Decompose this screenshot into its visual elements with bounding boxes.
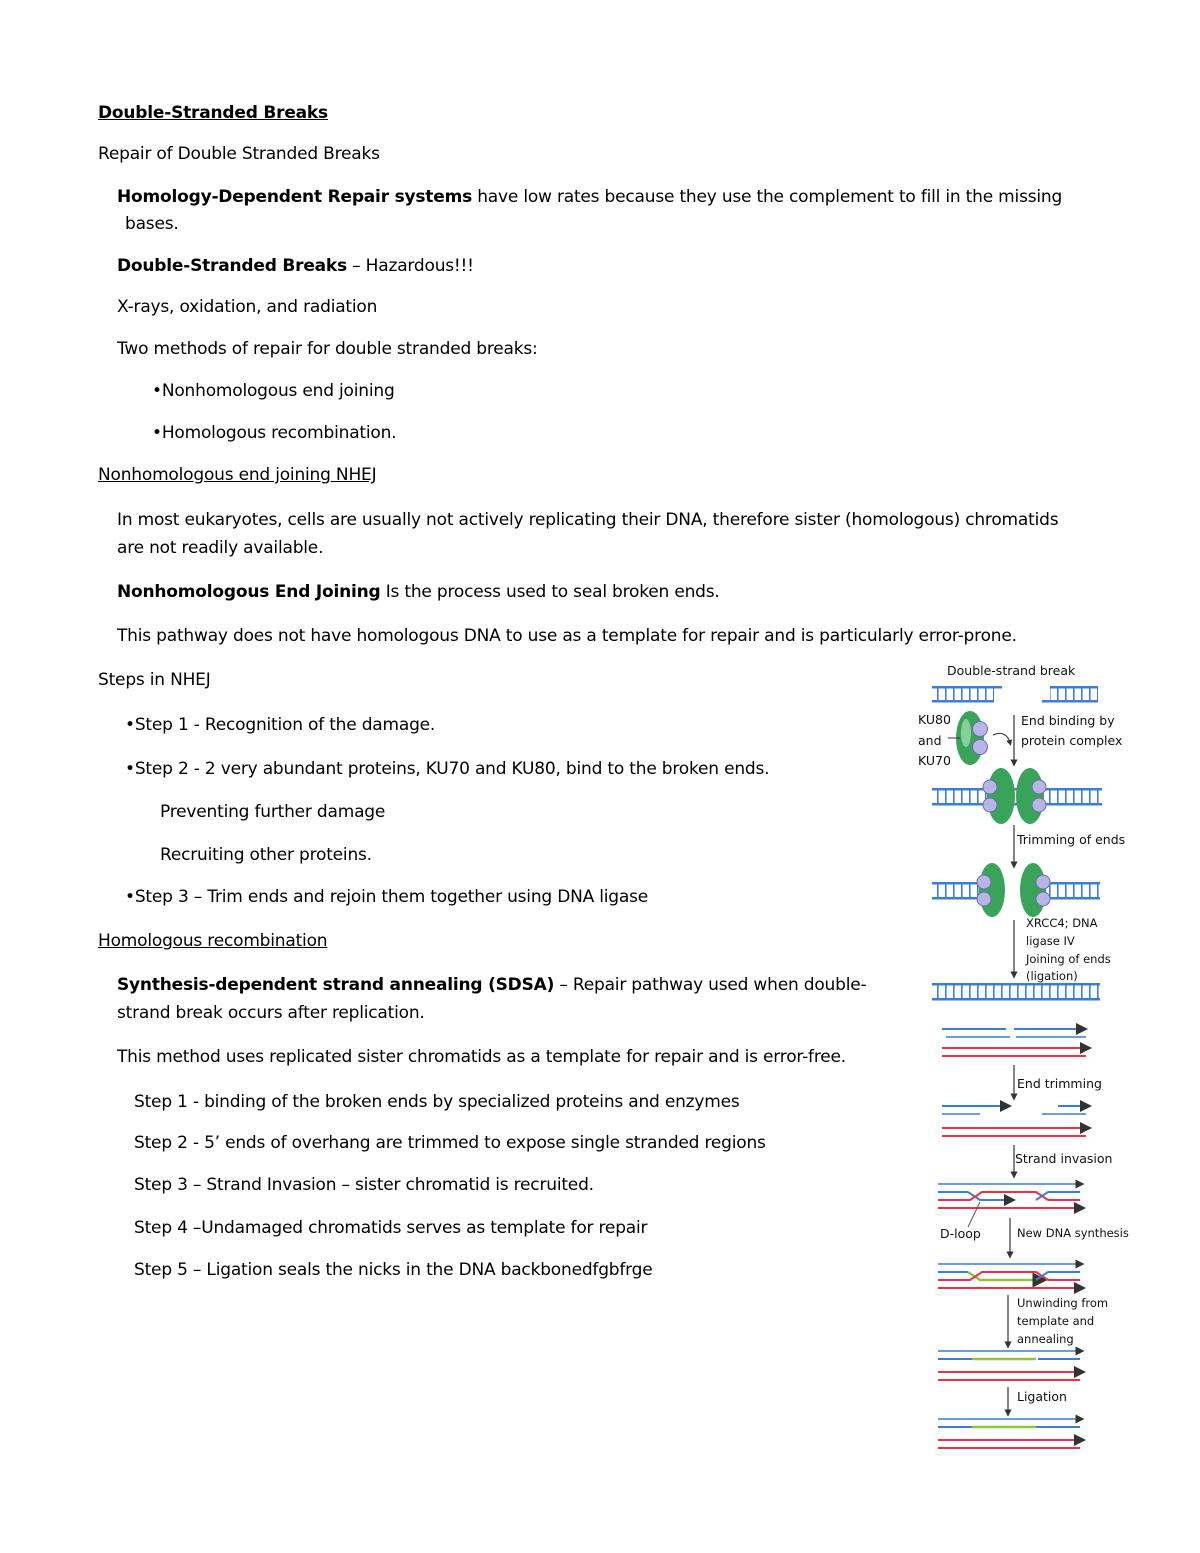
fig-label-ku70: KU70 xyxy=(918,753,951,768)
nhej-term: Nonhomologous End Joining xyxy=(117,582,381,602)
nhej-step: •Step 2 - 2 very abundant proteins, KU70 and KU80, bind to the broken ends. xyxy=(125,759,770,779)
fig-label-end-trimming: End trimming xyxy=(1017,1076,1102,1091)
hr-step: Step 4 –Undamaged chromatids serves as template for repair xyxy=(134,1218,648,1238)
hdr-term: Homology-Dependent Repair systems xyxy=(117,187,472,207)
fig-label-and: and xyxy=(918,733,942,748)
hr-step: Step 5 – Ligation seals the nicks in the DNA backbonedfgbfrge xyxy=(134,1260,653,1280)
method-item: •Nonhomologous end joining xyxy=(152,381,395,401)
dsb-term: Double-Stranded Breaks xyxy=(117,256,347,276)
hr-heading: Homologous recombination xyxy=(98,931,328,951)
hr-step: Step 2 - 5’ ends of overhang are trimmed to expose single stranded regions xyxy=(134,1133,766,1153)
hdr-continuation: bases. xyxy=(125,214,179,234)
dsb-hazard-line xyxy=(117,255,474,277)
hr-step: Step 1 - binding of the broken ends by specialized proteins and enzymes xyxy=(134,1092,740,1112)
fig-label-template-and: template and xyxy=(1017,1314,1095,1328)
sdsa-text: – Repair pathway used when double- xyxy=(554,975,867,995)
sdsa-stage-2 xyxy=(942,1106,1086,1136)
fig-label-joining: Joining of ends xyxy=(1026,952,1111,966)
nhej-substep: Preventing further damage xyxy=(160,802,386,822)
fig-label-ligation: Ligation xyxy=(1017,1389,1067,1404)
dna-duplex-bound xyxy=(932,768,1102,824)
nhej-definition xyxy=(117,581,720,603)
fig-label-ligation-paren: (ligation) xyxy=(1026,969,1078,983)
fig-label-d-loop: D-loop xyxy=(940,1226,981,1241)
fig-label-annealing: annealing xyxy=(1017,1332,1074,1346)
sdsa-line xyxy=(117,974,866,996)
sdsa-stage-3 xyxy=(938,1184,1080,1208)
hr-template-line: This method uses replicated sister chromatids as a template for repair and is error-free. xyxy=(117,1047,846,1067)
fig-label-new-synthesis: New DNA synthesis xyxy=(1017,1226,1129,1240)
fig-label-ku80: KU80 xyxy=(918,712,951,727)
nhej-paragraph-line: are not readily available. xyxy=(117,538,324,558)
nhej-heading: Nonhomologous end joining NHEJ xyxy=(98,465,377,485)
nhej-substep: Recruiting other proteins. xyxy=(160,845,372,865)
dna-repair-figure xyxy=(910,655,1150,1465)
fig-label-unwinding: Unwinding from xyxy=(1017,1296,1109,1310)
sdsa-continuation: strand break occurs after replication. xyxy=(117,1003,425,1023)
dna-duplex-trimmed xyxy=(932,863,1100,917)
dna-duplex-joined xyxy=(932,983,1100,1001)
sdsa-stage-1 xyxy=(942,1029,1086,1056)
sdsa-stage-5 xyxy=(938,1351,1080,1380)
dna-duplex-broken xyxy=(932,686,1098,703)
nhej-step: •Step 3 – Trim ends and rejoin them together using DNA ligase xyxy=(125,887,649,907)
fig-label-end-binding: End binding by xyxy=(1021,713,1115,728)
fig-label-protein-complex: protein complex xyxy=(1021,733,1123,748)
sdsa-term: Synthesis-dependent strand annealing (SDSA) xyxy=(117,975,555,995)
sdsa-stage-4 xyxy=(938,1264,1080,1288)
hdr-text: have low rates because they use the complement to fill in the missing xyxy=(472,187,1063,207)
ku-protein xyxy=(956,711,988,765)
nhej-definition-text: Is the process used to seal broken ends. xyxy=(380,582,720,602)
fig-label-trimming: Trimming of ends xyxy=(1017,832,1126,847)
nhej-steps-heading: Steps in NHEJ xyxy=(98,670,211,690)
nhej-paragraph-line: In most eukaryotes, cells are usually not actively replicating their DNA, therefore sister (homologous) chromatids xyxy=(117,510,1059,530)
method-item: •Homologous recombination. xyxy=(152,423,397,443)
dsb-text: – Hazardous!!! xyxy=(346,256,474,276)
fig-label-double-strand-break: Double-strand break xyxy=(947,663,1076,678)
fig-label-strand-invasion: Strand invasion xyxy=(1015,1151,1113,1166)
intro-line: Repair of Double Stranded Breaks xyxy=(98,144,380,164)
sdsa-stage-6 xyxy=(938,1419,1080,1448)
page-title: Double-Stranded Breaks xyxy=(98,103,328,123)
fig-label-ligase: ligase IV xyxy=(1026,934,1075,948)
nhej-step: •Step 1 - Recognition of the damage. xyxy=(125,715,436,735)
two-methods-line: Two methods of repair for double stranded breaks: xyxy=(117,339,538,359)
fig-label-xrcc4: XRCC4; DNA xyxy=(1026,916,1098,930)
causes-line: X-rays, oxidation, and radiation xyxy=(117,297,378,317)
nhej-error-line: This pathway does not have homologous DNA to use as a template for repair and is particularly error-prone. xyxy=(117,626,1017,646)
hdr-paragraph xyxy=(117,186,1062,208)
hr-step: Step 3 – Strand Invasion – sister chromatid is recruited. xyxy=(134,1175,594,1195)
